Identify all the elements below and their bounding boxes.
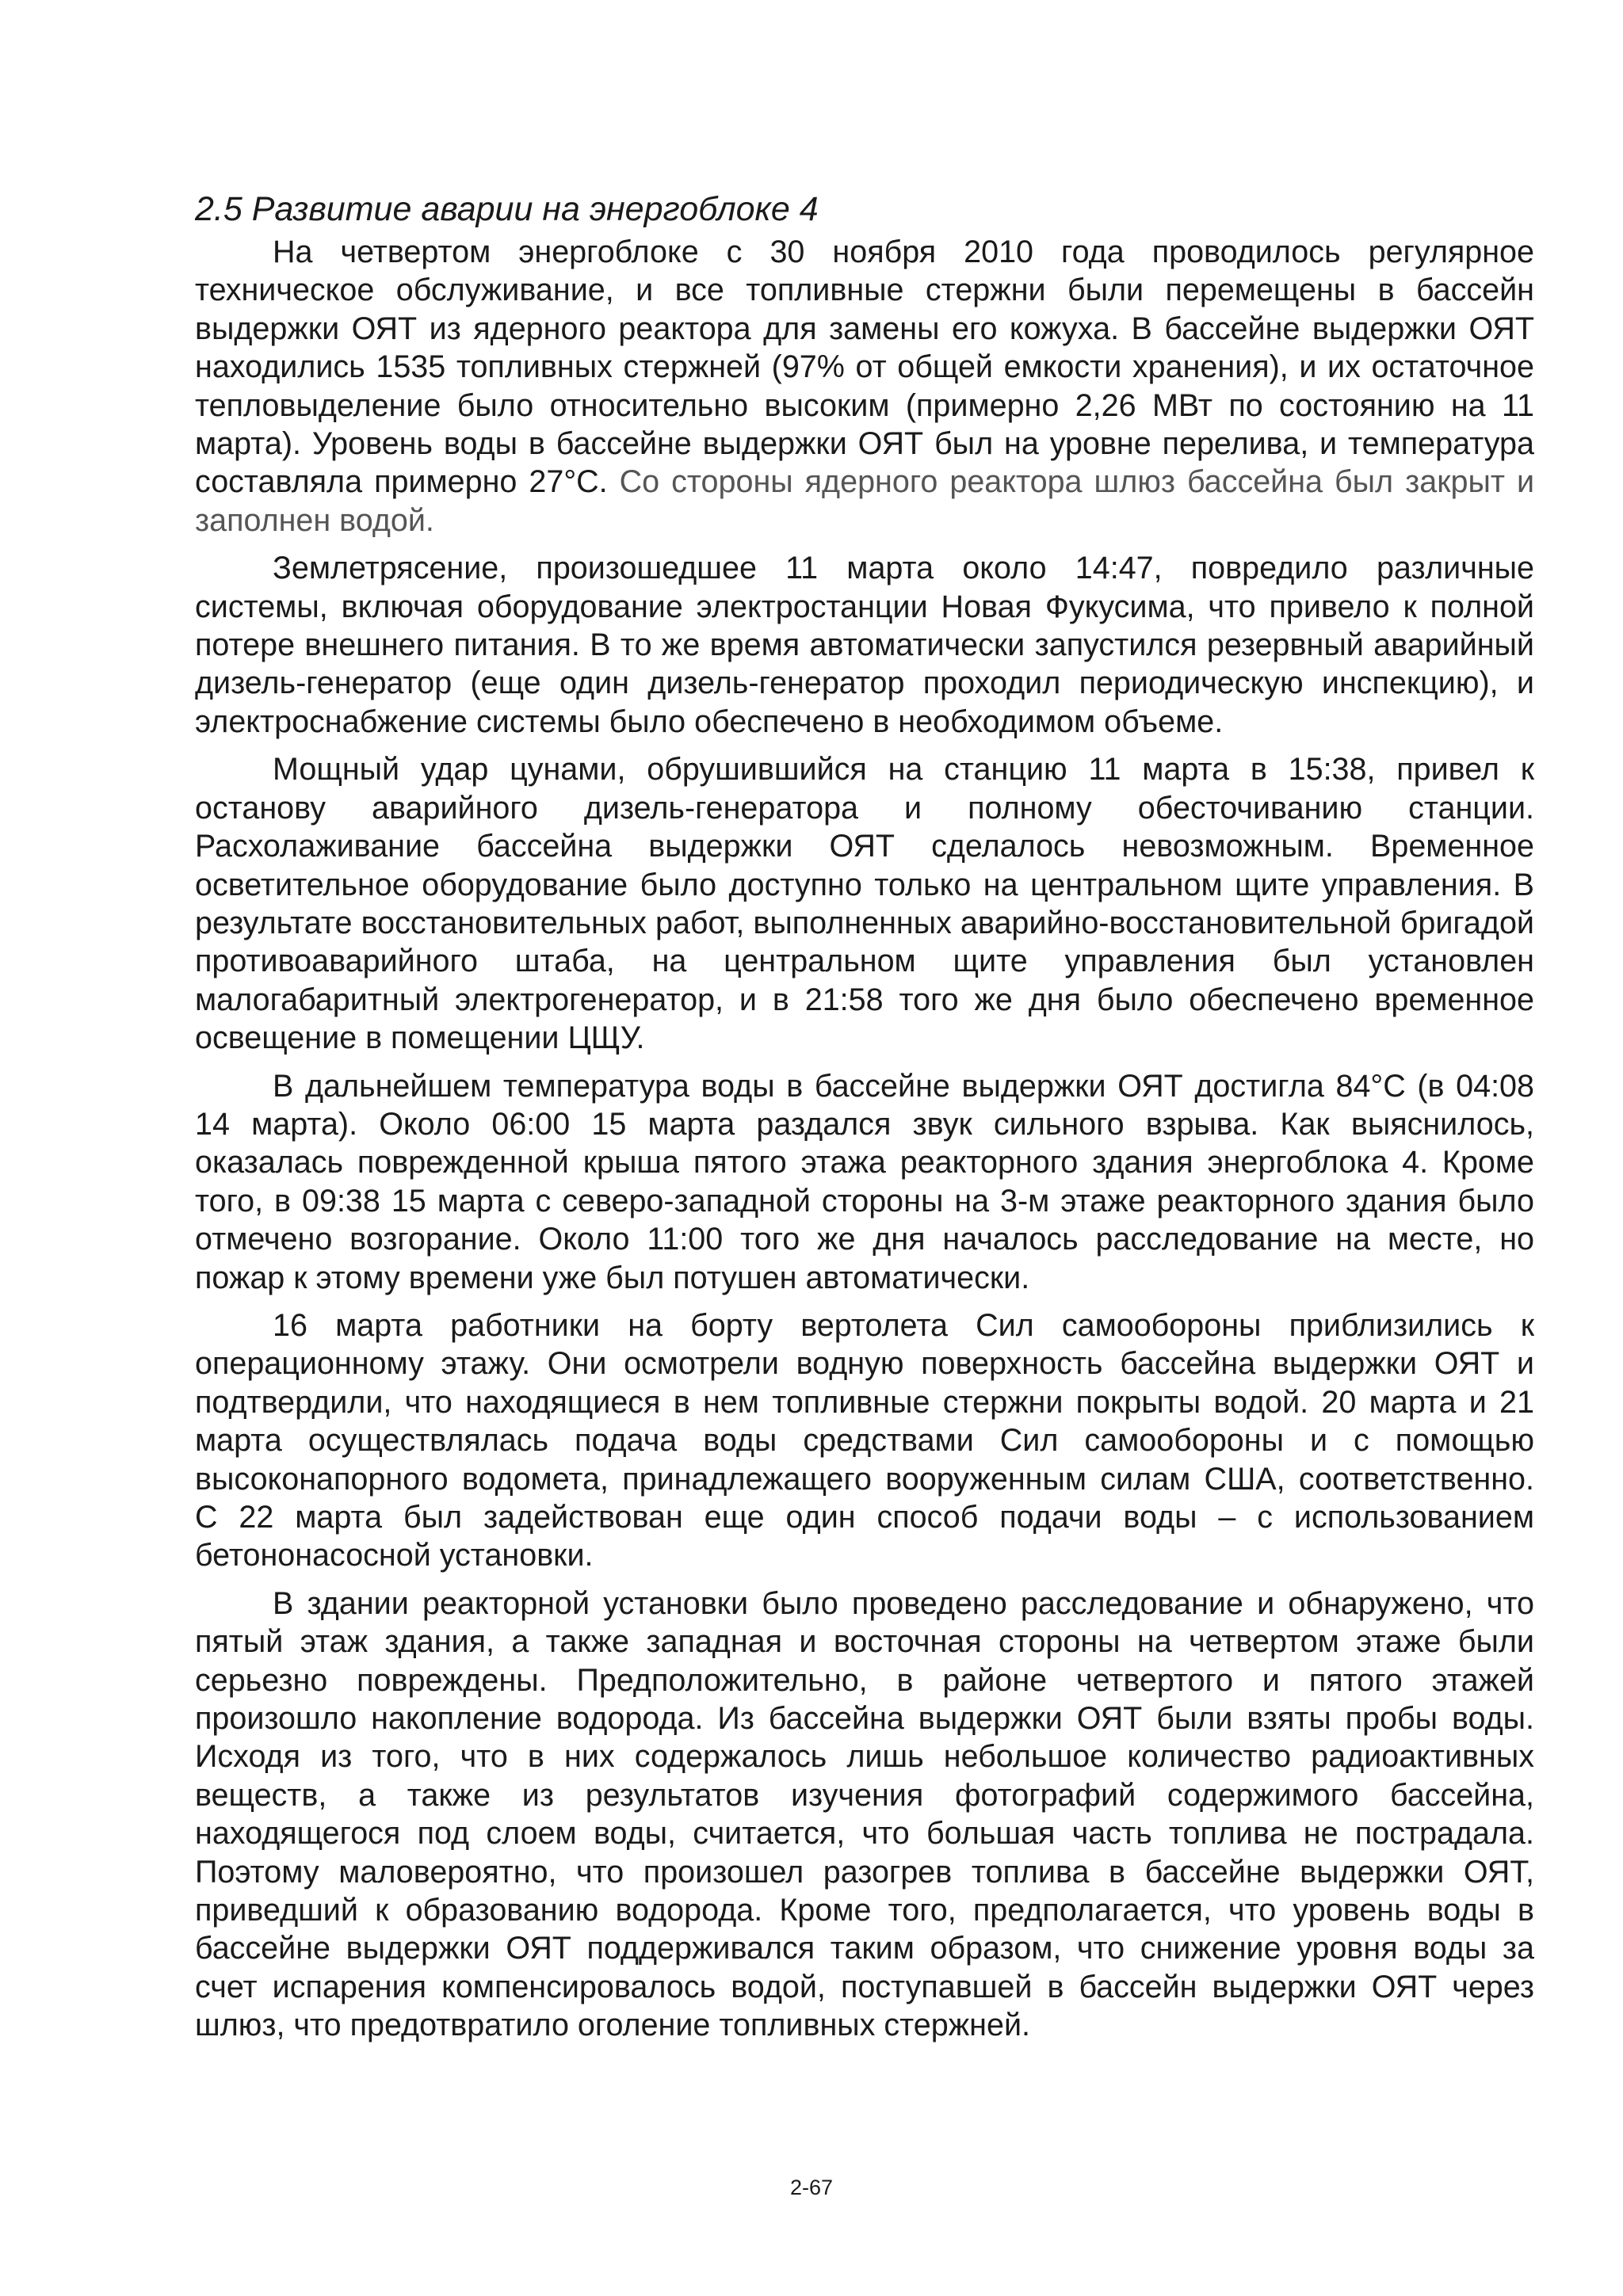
section-title: 2.5 Развитие аварии на энергоблоке 4: [195, 190, 819, 228]
paragraph-tail-text: Со стороны ядерного реактора шлюз бассейна был закрыт и заполнен водой.: [195, 464, 1535, 538]
paragraph-investigation: В здании реакторной установки было проведено расследование и обнаружено, что пятый этаж здания, а также западная и восточная стороны на четвертом этаже были серьезно повреждены. Предположительно, в районе четвертого и пятого этажей произошло накопление водорода. Из бассейна выдержки ОЯТ были взяты пробы воды. Исходя из того, что в них содержалось лишь небольшое количество радиоактивных веществ, а также из результатов изучения фотографий содержимого бассейна, находящегося под слоем воды, считается, что большая часть топлива не пострадала. Поэтому маловероятно, что произошел разогрев топлива в бассейне выдержки ОЯТ, приведший к образованию водорода. Кроме того, предполагается, что уровень воды в бассейне выдержки ОЯТ поддерживался таким образом, что снижение уровня воды за счет испарения компенсировалось водой, поступавшей в бассейн выдержки ОЯТ через шлюз, что предотвратило оголение топливных стержней.: [195, 1585, 1534, 2043]
paragraph-helicopter-inspection: 16 марта работники на борту вертолета Сил самообороны приблизились к операционному этажу. Они осмотрели водную поверхность бассейна выдержки ОЯТ и подтвердили, что находящиеся в нем топливные стержни покрыты водой. 20 марта и 21 марта осуществлялась подача воды средствами Сил самообороны и с помощью высоконапорного водомета, принадлежащего вооруженным силам США, соответственно. С 22 марта был задействован еще один способ подачи воды – с использованием бетононасосной установки.: [195, 1307, 1534, 1573]
paragraph-tsunami: Мощный удар цунами, обрушившийся на станцию 11 марта в 15:38, привел к останову аварийного дизель-генератора и полному обесточиванию станции. Расхолаживание бассейна выдержки ОЯТ сделалось невозможным. Временное осветительное оборудование было доступно только на центральном щите управления. В результате восстановительных работ, выполненных аварийно-восстановительной бригадой противоаварийного штаба, на центральном щите управления был установлен малогабаритный электрогенератор, и в 21:58 того же дня было обеспечено временное освещение в помещении ЦЩУ.: [195, 752, 1534, 1056]
page-number: 2-67: [789, 2176, 834, 2199]
paragraph-explosion: В дальнейшем температура воды в бассейне выдержки ОЯТ достигла 84°С (в 04:08 14 марта). Около 06:00 15 марта раздался звук сильного взрыва. Как выяснилось, оказалась поврежденной крыша пятого этажа реакторного здания энергоблока 4. Кроме того, в 09:38 15 марта с северо-западной стороны на 3-м этаже реакторного здания было отмечено возгорание. Около 11:00 того же дня началось расследование на месте, но пожар к этому времени уже был потушен автоматически.: [195, 1068, 1534, 1295]
paragraph-text: На четвертом энергоблоке с 30 ноября 2010 года проводилось регулярное техническое обслуживание, и все топливные стержни были перемещены в бассейн выдержки ОЯТ из ядерного реактора для замены его кожуха. В бассейне выдержки ОЯТ находились 1535 топливных стержней (97% от общей емкости хранения), и их остаточное тепловыделение было относительно высоким (примерно 2,26 МВт по состоянию на 11 марта). Уровень воды в бассейне выдержки ОЯТ был на уровне перелива, и температура составляла примерно 27°С.: [195, 235, 1534, 500]
paragraph-unit4-maintenance: [195, 233, 1534, 540]
paragraph-earthquake: Землетрясение, произошедшее 11 марта около 14:47, повредило различные системы, включая оборудование электростанции Новая Фукусима, что привело к полной потере внешнего питания. В то же время автоматически запустился резервный аварийный дизель-генератор (еще один дизель-генератор проходил периодическую инспекцию), и электроснабжение системы было обеспечено в необходимом объеме.: [195, 551, 1534, 739]
document-page: [195, 187, 1534, 2054]
